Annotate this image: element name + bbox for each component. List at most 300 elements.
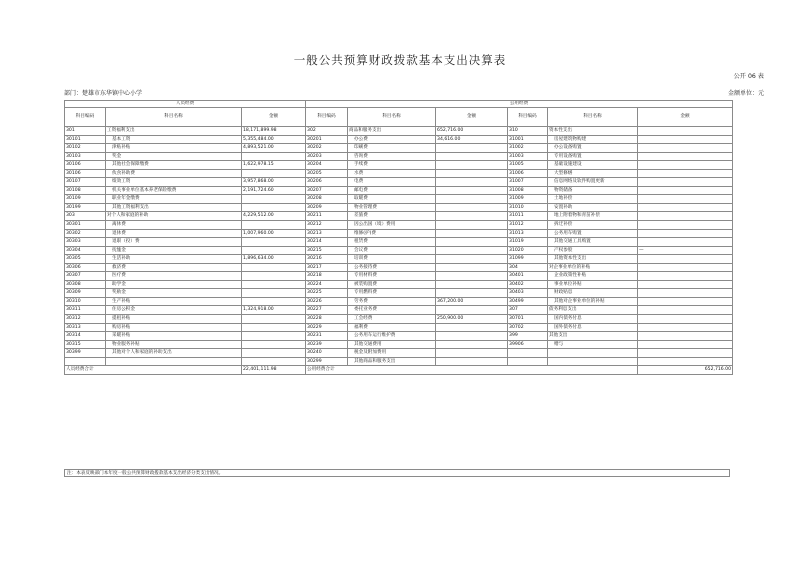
public-name-cell: 物业管理费 — [348, 203, 436, 212]
public-code-2-cell: 31013 — [508, 229, 548, 238]
public-code-2-cell — [508, 349, 548, 358]
public-code-cell: 30205 — [306, 169, 348, 178]
public-name-cell: 委托业务费 — [348, 306, 436, 315]
public-code-2-cell: 31007 — [508, 178, 548, 187]
personnel-name-cell: 生活补助 — [106, 255, 242, 264]
public-name-2-cell: 房屋建筑物购建 — [548, 135, 638, 144]
public-name-2-cell: 地上附着物和青苗补偿 — [548, 212, 638, 221]
personnel-name-cell: 救济费 — [106, 263, 242, 272]
personnel-amount-cell: 2,191,724.60 — [242, 186, 306, 195]
personnel-code-cell: 30301 — [65, 221, 106, 230]
personnel-code-cell: 30314 — [65, 332, 106, 341]
public-code-2-cell: 31001 — [508, 135, 548, 144]
table-row — [65, 152, 733, 161]
public-name-2-cell — [548, 357, 638, 366]
public-code-cell: 30207 — [306, 186, 348, 195]
public-amount-2-cell — [638, 178, 733, 187]
public-amount-cell — [436, 263, 508, 272]
public-code-cell: 30218 — [306, 272, 348, 281]
public-name-cell: 差旅费 — [348, 212, 436, 221]
page-title: 一般公共预算财政拨款基本支出决算表 — [293, 53, 507, 67]
public-name-2-cell: 办公设备购置 — [548, 144, 638, 153]
public-code-cell: 30231 — [306, 332, 348, 341]
personnel-name-cell: 其他社会保障缴费 — [106, 161, 242, 170]
public-code-cell: 30226 — [306, 297, 348, 306]
personnel-code-cell: 301 — [65, 127, 106, 136]
public-code-cell: 30299 — [306, 357, 348, 366]
table-row — [65, 340, 733, 349]
personnel-amount-cell — [242, 289, 306, 298]
personnel-code-cell: 30106 — [65, 169, 106, 178]
col-header-name: 科目名称 — [348, 108, 436, 127]
personnel-amount-cell — [242, 152, 306, 161]
public-name-cell: 咨询费 — [348, 152, 436, 161]
personnel-code-cell: 30308 — [65, 280, 106, 289]
public-amount-2-cell: — — [638, 246, 733, 255]
public-amount-2-cell — [638, 255, 733, 264]
table-row — [65, 221, 733, 230]
table-row — [65, 127, 733, 136]
personnel-name-cell: 奖励金 — [106, 289, 242, 298]
col-header-name: 科目名称 — [106, 108, 242, 127]
personnel-name-cell: 其他工资福利支出 — [106, 203, 242, 212]
personnel-amount-cell — [242, 221, 306, 230]
personnel-group-header: 人员经费 — [65, 101, 306, 108]
col-header-amount: 金额 — [242, 108, 306, 127]
personnel-code-cell: 30303 — [65, 238, 106, 247]
public-code-2-cell: 30499 — [508, 297, 548, 306]
table-row — [65, 315, 733, 324]
personnel-name-cell: 津贴补贴 — [106, 144, 242, 153]
public-code-2-cell: 399 — [508, 332, 548, 341]
table-row — [65, 246, 733, 255]
public-name-2-cell: 国内债务付息 — [548, 315, 638, 324]
public-name-cell: 专用燃料费 — [348, 289, 436, 298]
public-code-cell: 30239 — [306, 340, 348, 349]
table-row — [65, 169, 733, 178]
personnel-name-cell: 伙食补助费 — [106, 169, 242, 178]
public-amount-2-cell — [638, 229, 733, 238]
public-code-cell: 30216 — [306, 255, 348, 264]
public-code-2-cell: 304 — [508, 263, 548, 272]
personnel-amount-cell — [242, 297, 306, 306]
public-code-2-cell: 31009 — [508, 195, 548, 204]
public-amount-cell — [436, 195, 508, 204]
public-code-cell: 30214 — [306, 238, 348, 247]
personnel-amount-cell: 18,171,899.98 — [242, 127, 306, 136]
public-amount-2-cell — [638, 272, 733, 281]
public-code-2-cell: 31019 — [508, 238, 548, 247]
col-header-amount: 金额 — [436, 108, 508, 127]
public-amount-2-cell — [638, 238, 733, 247]
personnel-name-cell: 离休费 — [106, 221, 242, 230]
table-row — [65, 357, 733, 366]
public-amount-cell — [436, 229, 508, 238]
public-amount-cell — [436, 246, 508, 255]
personnel-code-cell: 30107 — [65, 178, 106, 187]
personnel-code-cell: 30310 — [65, 297, 106, 306]
table-row — [65, 263, 733, 272]
public-name-cell: 劳务费 — [348, 297, 436, 306]
table-row — [65, 297, 733, 306]
public-amount-cell: 367,200.00 — [436, 297, 508, 306]
personnel-name-cell: 购房补贴 — [106, 323, 242, 332]
public-name-2-cell: 土地补偿 — [548, 195, 638, 204]
personnel-amount-cell — [242, 263, 306, 272]
public-name-cell: 工会经费 — [348, 315, 436, 324]
personnel-name-cell: 物业服务补贴 — [106, 340, 242, 349]
personnel-code-cell: 30304 — [65, 246, 106, 255]
public-amount-2-cell — [638, 340, 733, 349]
personnel-total-label: 人员经费合计 — [65, 366, 242, 375]
public-group-header: 公用经费 — [306, 101, 733, 108]
public-amount-cell: 250,900.00 — [436, 315, 508, 324]
public-name-2-cell: 赠与 — [548, 340, 638, 349]
personnel-code-cell: 30109 — [65, 195, 106, 204]
public-name-cell: 其他商品和服务支出 — [348, 357, 436, 366]
public-code-cell: 30201 — [306, 135, 348, 144]
public-code-cell: 30203 — [306, 152, 348, 161]
public-amount-cell — [436, 221, 508, 230]
public-code-2-cell: 30702 — [508, 323, 548, 332]
public-code-cell: 30202 — [306, 144, 348, 153]
public-amount-cell — [436, 340, 508, 349]
personnel-name-cell: 奖金 — [106, 152, 242, 161]
public-name-2-cell: 产权参股 — [548, 246, 638, 255]
public-amount-cell — [436, 212, 508, 221]
public-name-2-cell: 财政贴息 — [548, 289, 638, 298]
personnel-amount-cell — [242, 332, 306, 341]
personnel-code-cell: 30108 — [65, 186, 106, 195]
public-amount-2-cell — [638, 203, 733, 212]
public-name-2-cell: 事业单位补贴 — [548, 280, 638, 289]
public-total-label: 公用经费合计 — [306, 366, 638, 375]
public-amount-2-cell — [638, 186, 733, 195]
public-name-cell: 其他交通费用 — [348, 340, 436, 349]
public-name-2-cell: 企业政策性补贴 — [548, 272, 638, 281]
col-header-code: 科目编码 — [65, 108, 106, 127]
public-amount-2-cell — [638, 212, 733, 221]
personnel-amount-cell: 3,957,868.00 — [242, 178, 306, 187]
col-header-amount: 金额 — [638, 108, 733, 127]
personnel-amount-cell: 1,007,960.00 — [242, 229, 306, 238]
personnel-amount-cell — [242, 315, 306, 324]
table-code: 公开 06 表 — [733, 73, 764, 80]
public-code-cell: 302 — [306, 127, 348, 136]
public-amount-cell — [436, 289, 508, 298]
personnel-amount-cell — [242, 280, 306, 289]
personnel-name-cell: 机关事业单位基本养老保险缴费 — [106, 186, 242, 195]
personnel-code-cell: 30306 — [65, 263, 106, 272]
public-code-2-cell: 307 — [508, 306, 548, 315]
public-name-cell: 手续费 — [348, 161, 436, 170]
public-amount-2-cell — [638, 152, 733, 161]
personnel-amount-cell: 1,622,978.15 — [242, 161, 306, 170]
public-name-cell: 商品和服务支出 — [348, 127, 436, 136]
public-code-2-cell: 30402 — [508, 280, 548, 289]
public-amount-2-cell — [638, 297, 733, 306]
public-code-2-cell: 310 — [508, 127, 548, 136]
table-row — [65, 280, 733, 289]
public-name-cell: 公务用车运行维护费 — [348, 332, 436, 341]
personnel-name-cell — [106, 357, 242, 366]
personnel-amount-cell: 1,324,918.00 — [242, 306, 306, 315]
personnel-code-cell: 30309 — [65, 289, 106, 298]
public-amount-cell — [436, 169, 508, 178]
personnel-name-cell: 职业年金缴费 — [106, 195, 242, 204]
public-name-2-cell: 信息网络及软件购置更新 — [548, 178, 638, 187]
public-amount-cell — [436, 144, 508, 153]
public-code-cell: 30229 — [306, 323, 348, 332]
personnel-name-cell: 其他对个人和家庭的补助支出 — [106, 349, 242, 358]
personnel-amount-cell — [242, 349, 306, 358]
public-code-2-cell: 31006 — [508, 169, 548, 178]
table-row — [65, 195, 733, 204]
personnel-name-cell: 助学金 — [106, 280, 242, 289]
public-code-cell: 30227 — [306, 306, 348, 315]
public-amount-cell: 34,616.00 — [436, 135, 508, 144]
public-name-cell: 邮电费 — [348, 186, 436, 195]
public-code-cell: 30212 — [306, 221, 348, 230]
personnel-amount-cell — [242, 272, 306, 281]
public-name-2-cell: 专用设备购置 — [548, 152, 638, 161]
public-amount-cell — [436, 186, 508, 195]
public-name-cell: 取暖费 — [348, 195, 436, 204]
public-amount-cell — [436, 272, 508, 281]
public-code-2-cell: 31020 — [508, 246, 548, 255]
personnel-name-cell: 退职（役）费 — [106, 238, 242, 247]
public-name-cell: 公务接待费 — [348, 263, 436, 272]
personnel-code-cell: 30102 — [65, 144, 106, 153]
table-row — [65, 144, 733, 153]
personnel-code-cell: 30302 — [65, 229, 106, 238]
personnel-code-cell: 30313 — [65, 323, 106, 332]
personnel-name-cell: 住房公积金 — [106, 306, 242, 315]
table-row — [65, 186, 733, 195]
personnel-name-cell: 抚恤金 — [106, 246, 242, 255]
public-amount-2-cell — [638, 306, 733, 315]
public-amount-2-cell — [638, 195, 733, 204]
public-amount-2-cell — [638, 135, 733, 144]
public-name-2-cell: 拆迁补偿 — [548, 221, 638, 230]
public-code-2-cell: 31012 — [508, 221, 548, 230]
public-code-2-cell: 30403 — [508, 289, 548, 298]
unit-label: 金额单位：元 — [727, 90, 764, 97]
public-amount-cell — [436, 238, 508, 247]
public-code-cell: 30209 — [306, 203, 348, 212]
public-name-2-cell: 公务用车购置 — [548, 229, 638, 238]
public-amount-2-cell — [638, 169, 733, 178]
public-name-2-cell: 其他支出 — [548, 332, 638, 341]
personnel-amount-cell: 4,229,512.00 — [242, 212, 306, 221]
personnel-amount-cell — [242, 238, 306, 247]
public-name-2-cell: 债务利息支出 — [548, 306, 638, 315]
personnel-name-cell: 基本工资 — [106, 135, 242, 144]
public-amount-cell — [436, 306, 508, 315]
table-row — [65, 323, 733, 332]
public-code-2-cell: 30701 — [508, 315, 548, 324]
personnel-code-cell: 30307 — [65, 272, 106, 281]
personnel-amount-cell: 5,355,484.00 — [242, 135, 306, 144]
public-amount-cell — [436, 152, 508, 161]
public-name-cell: 会议费 — [348, 246, 436, 255]
public-name-2-cell: 大型修缮 — [548, 169, 638, 178]
public-name-cell: 因公出国（境）费用 — [348, 221, 436, 230]
table-row — [65, 238, 733, 247]
public-code-2-cell: 31002 — [508, 144, 548, 153]
public-code-cell: 30224 — [306, 280, 348, 289]
personnel-amount-cell: 4,893,521.00 — [242, 144, 306, 153]
public-amount-cell — [436, 203, 508, 212]
table-row — [65, 135, 733, 144]
public-code-cell: 30211 — [306, 212, 348, 221]
public-name-cell: 被装购置费 — [348, 280, 436, 289]
public-name-cell: 水费 — [348, 169, 436, 178]
personnel-name-cell: 绩效工资 — [106, 178, 242, 187]
personnel-amount-cell — [242, 340, 306, 349]
public-code-cell: 30213 — [306, 229, 348, 238]
public-code-cell: 30228 — [306, 315, 348, 324]
public-name-2-cell: 资本性支出 — [548, 127, 638, 136]
public-name-2-cell — [548, 349, 638, 358]
table-row — [65, 255, 733, 264]
public-amount-2-cell — [638, 161, 733, 170]
public-code-cell: 30206 — [306, 178, 348, 187]
personnel-code-cell: 30311 — [65, 306, 106, 315]
public-amount-cell — [436, 323, 508, 332]
personnel-amount-cell — [242, 357, 306, 366]
personnel-code-cell: 30305 — [65, 255, 106, 264]
table-row — [65, 229, 733, 238]
public-amount-cell — [436, 357, 508, 366]
expenditure-table — [64, 100, 733, 375]
public-amount-2-cell — [638, 221, 733, 230]
public-amount-2-cell — [638, 144, 733, 153]
public-name-cell: 福利费 — [348, 323, 436, 332]
public-name-cell: 维修(护)费 — [348, 229, 436, 238]
personnel-code-cell: 30312 — [65, 315, 106, 324]
personnel-name-cell: 生产补贴 — [106, 297, 242, 306]
personnel-name-cell: 退休费 — [106, 229, 242, 238]
personnel-code-cell: 30399 — [65, 349, 106, 358]
public-name-2-cell: 国外债务付息 — [548, 323, 638, 332]
table-row — [65, 332, 733, 341]
public-code-cell: 30208 — [306, 195, 348, 204]
public-name-2-cell: 基础设施建设 — [548, 161, 638, 170]
public-amount-2-cell — [638, 127, 733, 136]
personnel-amount-cell — [242, 246, 306, 255]
public-code-2-cell: 31010 — [508, 203, 548, 212]
public-amount-cell — [436, 161, 508, 170]
table-note: 注：本表反映部门本年度一般公共预算财政拨款基本支出经济分类支出情况。 — [64, 469, 730, 477]
personnel-code-cell: 30106 — [65, 161, 106, 170]
public-amount-2-cell — [638, 280, 733, 289]
public-code-2-cell — [508, 357, 548, 366]
personnel-code-cell: 30199 — [65, 203, 106, 212]
personnel-name-cell: 医疗费 — [106, 272, 242, 281]
public-code-2-cell: 31003 — [508, 152, 548, 161]
public-total-amount: 652,716.00 — [638, 366, 733, 375]
personnel-name-cell: 对个人和家庭的补助 — [106, 212, 242, 221]
public-amount-cell — [436, 280, 508, 289]
public-code-cell: 30240 — [306, 349, 348, 358]
public-amount-2-cell — [638, 289, 733, 298]
public-name-2-cell: 其他对企事业单位的补贴 — [548, 297, 638, 306]
col-header-code: 科目编码 — [508, 108, 548, 127]
table-row — [65, 289, 733, 298]
personnel-amount-cell — [242, 195, 306, 204]
personnel-name-cell: 采暖补贴 — [106, 332, 242, 341]
table-row — [65, 178, 733, 187]
public-amount-cell — [436, 349, 508, 358]
personnel-amount-cell — [242, 203, 306, 212]
table-row — [65, 272, 733, 281]
table-row — [65, 212, 733, 221]
public-name-cell: 专用材料费 — [348, 272, 436, 281]
public-name-cell: 办公费 — [348, 135, 436, 144]
col-header-name: 科目名称 — [548, 108, 638, 127]
table-row — [65, 306, 733, 315]
personnel-name-cell: 提租补贴 — [106, 315, 242, 324]
public-amount-2-cell — [638, 315, 733, 324]
personnel-amount-cell — [242, 323, 306, 332]
public-code-2-cell: 31005 — [508, 161, 548, 170]
personnel-amount-cell: 1,896,634.00 — [242, 255, 306, 264]
public-amount-cell — [436, 178, 508, 187]
public-amount-cell — [436, 332, 508, 341]
public-amount-cell — [436, 255, 508, 264]
table-row — [65, 349, 733, 358]
public-code-cell: 30204 — [306, 161, 348, 170]
personnel-code-cell: 30101 — [65, 135, 106, 144]
public-name-cell: 印刷费 — [348, 144, 436, 153]
public-name-cell: 租赁费 — [348, 238, 436, 247]
department-label: 部门：楚雄市东华镇中心小学 — [64, 90, 143, 97]
public-code-2-cell: 31099 — [508, 255, 548, 264]
col-header-code: 科目编码 — [306, 108, 348, 127]
public-name-2-cell: 物资储备 — [548, 186, 638, 195]
public-name-2-cell: 其他资本性支出 — [548, 255, 638, 264]
personnel-code-cell: 30103 — [65, 152, 106, 161]
public-code-cell: 30215 — [306, 246, 348, 255]
public-code-2-cell: 39906 — [508, 340, 548, 349]
public-amount-2-cell — [638, 349, 733, 358]
personnel-name-cell: 工资福利支出 — [106, 127, 242, 136]
personnel-total-amount: 22,401,111.98 — [242, 366, 306, 375]
public-name-cell: 培训费 — [348, 255, 436, 264]
personnel-code-cell: 30315 — [65, 340, 106, 349]
public-name-2-cell: 其他交通工具购置 — [548, 238, 638, 247]
public-amount-2-cell — [638, 332, 733, 341]
public-code-2-cell: 31011 — [508, 212, 548, 221]
public-amount-2-cell — [638, 323, 733, 332]
personnel-amount-cell — [242, 169, 306, 178]
public-code-cell: 30217 — [306, 263, 348, 272]
public-name-2-cell: 对企事业单位的补贴 — [548, 263, 638, 272]
public-amount-cell: 652,716.00 — [436, 127, 508, 136]
table-row — [65, 203, 733, 212]
public-amount-2-cell — [638, 263, 733, 272]
public-code-2-cell: 30401 — [508, 272, 548, 281]
public-code-2-cell: 31008 — [508, 186, 548, 195]
public-amount-2-cell — [638, 357, 733, 366]
public-code-cell: 30225 — [306, 289, 348, 298]
personnel-code-cell — [65, 357, 106, 366]
personnel-code-cell: 303 — [65, 212, 106, 221]
public-name-cell: 电费 — [348, 178, 436, 187]
public-name-2-cell: 安置补助 — [548, 203, 638, 212]
public-name-cell: 税金及附加费用 — [348, 349, 436, 358]
